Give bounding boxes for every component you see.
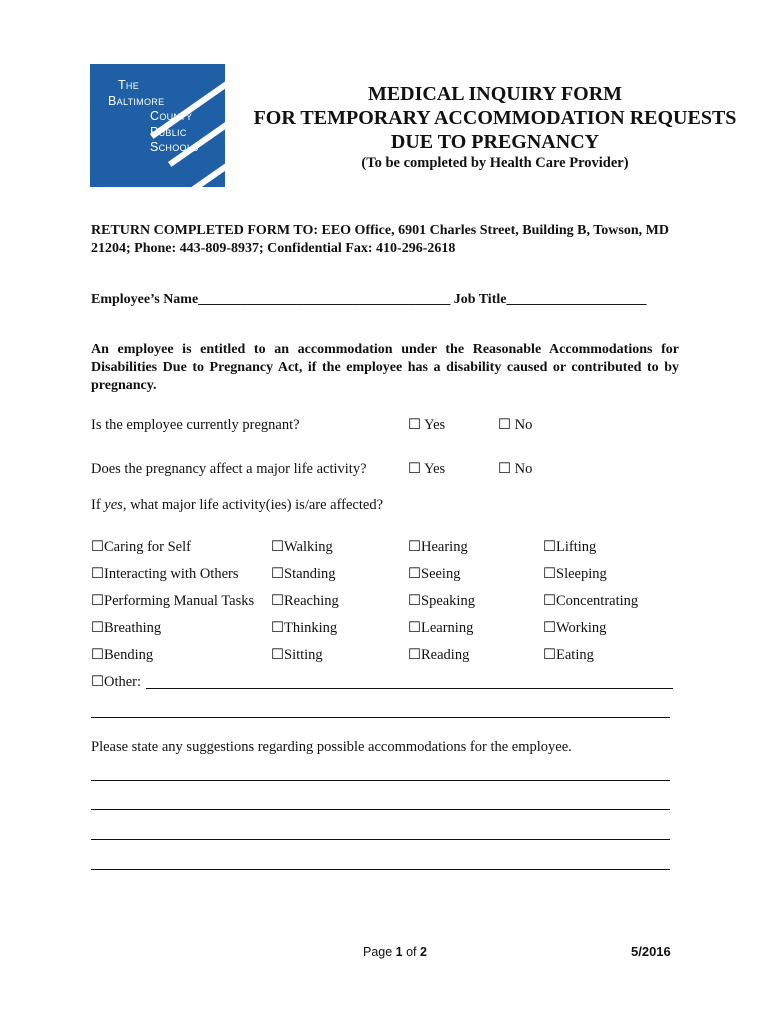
other-checkbox[interactable]: ☐Other:: [91, 674, 142, 690]
page-current: 1: [395, 945, 403, 959]
form-subtitle: (To be completed by Health Care Provider): [361, 155, 629, 171]
other-field[interactable]: [146, 688, 673, 689]
logo-line: County: [150, 109, 193, 123]
activity-checkbox[interactable]: ☐Reading: [408, 647, 470, 663]
activity-checkbox[interactable]: ☐Bending: [91, 647, 154, 663]
activity-checkbox[interactable]: ☐Caring for Self: [91, 539, 191, 555]
employee-name-label: Employee’s Name: [91, 292, 199, 307]
logo-line: The: [118, 78, 140, 92]
suggestions-prompt: Please state any suggestions regarding possible accommodations for the employee.: [91, 739, 572, 755]
form-title-line1: MEDICAL INQUIRY FORM: [367, 83, 623, 105]
page-number: [363, 945, 427, 959]
activity-checkbox[interactable]: ☐Working: [543, 620, 607, 636]
pregnant-yes-checkbox[interactable]: ☐ Yes: [408, 417, 446, 433]
activity-checkbox[interactable]: ☐Sitting: [271, 647, 323, 663]
logo-line: Schools: [150, 140, 199, 154]
suggestion-line[interactable]: [91, 839, 670, 840]
return-info: RETURN COMPLETED FORM TO: EEO Office, 6901 Charles Street, Building B, Towson, MD 21204; Phone: 443-809-8937; Confidential Fax: 410-296-2618: [91, 223, 669, 256]
employee-name-field[interactable]: ____________________________________: [198, 292, 451, 307]
major-activity-no-checkbox[interactable]: ☐ No: [498, 461, 533, 477]
page-prefix: Page: [363, 945, 396, 959]
major-activity-yes-checkbox[interactable]: ☐ Yes: [408, 461, 446, 477]
activity-checkbox[interactable]: ☐Learning: [408, 620, 474, 636]
question-pregnant: Is the employee currently pregnant?: [91, 417, 300, 433]
activity-checkbox[interactable]: ☐Lifting: [543, 539, 597, 555]
pregnant-no-checkbox[interactable]: ☐ No: [498, 417, 533, 433]
question-major-life-activity: Does the pregnancy affect a major life activity?: [91, 461, 367, 477]
activity-checkbox[interactable]: ☐Breathing: [91, 620, 162, 636]
job-title-field[interactable]: ____________________: [506, 292, 647, 307]
activity-checkbox[interactable]: ☐Performing Manual Tasks: [91, 593, 255, 609]
logo-line: Baltimore: [108, 93, 165, 108]
revision-date: 5/2016: [631, 944, 671, 959]
activity-checkbox[interactable]: ☐Walking: [271, 539, 333, 555]
job-title-label: Job Title: [453, 292, 507, 307]
activity-checkbox[interactable]: ☐Seeing: [408, 566, 461, 582]
activity-checkbox[interactable]: ☐Interacting with Others: [91, 566, 239, 582]
form-title-line3: DUE TO PREGNANCY: [390, 131, 600, 153]
activity-checkbox[interactable]: ☐Reaching: [271, 593, 339, 609]
q3-suffix: , what major life activity(ies) is/are affected?: [122, 497, 384, 513]
q3-prefix: If: [91, 497, 105, 513]
activity-checkbox[interactable]: ☐Hearing: [408, 539, 468, 555]
activity-checkbox[interactable]: ☐Eating: [543, 647, 594, 663]
activity-checkbox[interactable]: ☐Speaking: [408, 593, 475, 609]
activity-checkbox[interactable]: ☐Sleeping: [543, 566, 607, 582]
activity-checkbox[interactable]: ☐Concentrating: [543, 593, 639, 609]
school-logo: [90, 64, 225, 187]
logo-text: [108, 78, 198, 156]
question-which-activities: [91, 497, 383, 514]
intro-paragraph: An employee is entitled to an accommodation under the Reasonable Accommodations for Disabilities Due to Pregnancy Act, if the employee has a disability caused or contributed to by pregnancy.: [91, 342, 679, 393]
employee-fields: [91, 291, 679, 309]
form-title-line2: FOR TEMPORARY ACCOMMODATION REQUESTS: [253, 107, 737, 129]
page-total: 2: [420, 945, 427, 959]
suggestion-line[interactable]: [91, 780, 670, 781]
activity-checkbox[interactable]: ☐Thinking: [271, 620, 338, 636]
suggestion-line[interactable]: [91, 809, 670, 810]
logo-line: Public: [150, 124, 187, 139]
q3-yes: yes: [104, 497, 123, 513]
page-of: of: [402, 945, 420, 959]
answer-line[interactable]: [91, 717, 670, 718]
suggestion-line[interactable]: [91, 869, 670, 870]
activity-checkbox[interactable]: ☐Standing: [271, 566, 336, 582]
